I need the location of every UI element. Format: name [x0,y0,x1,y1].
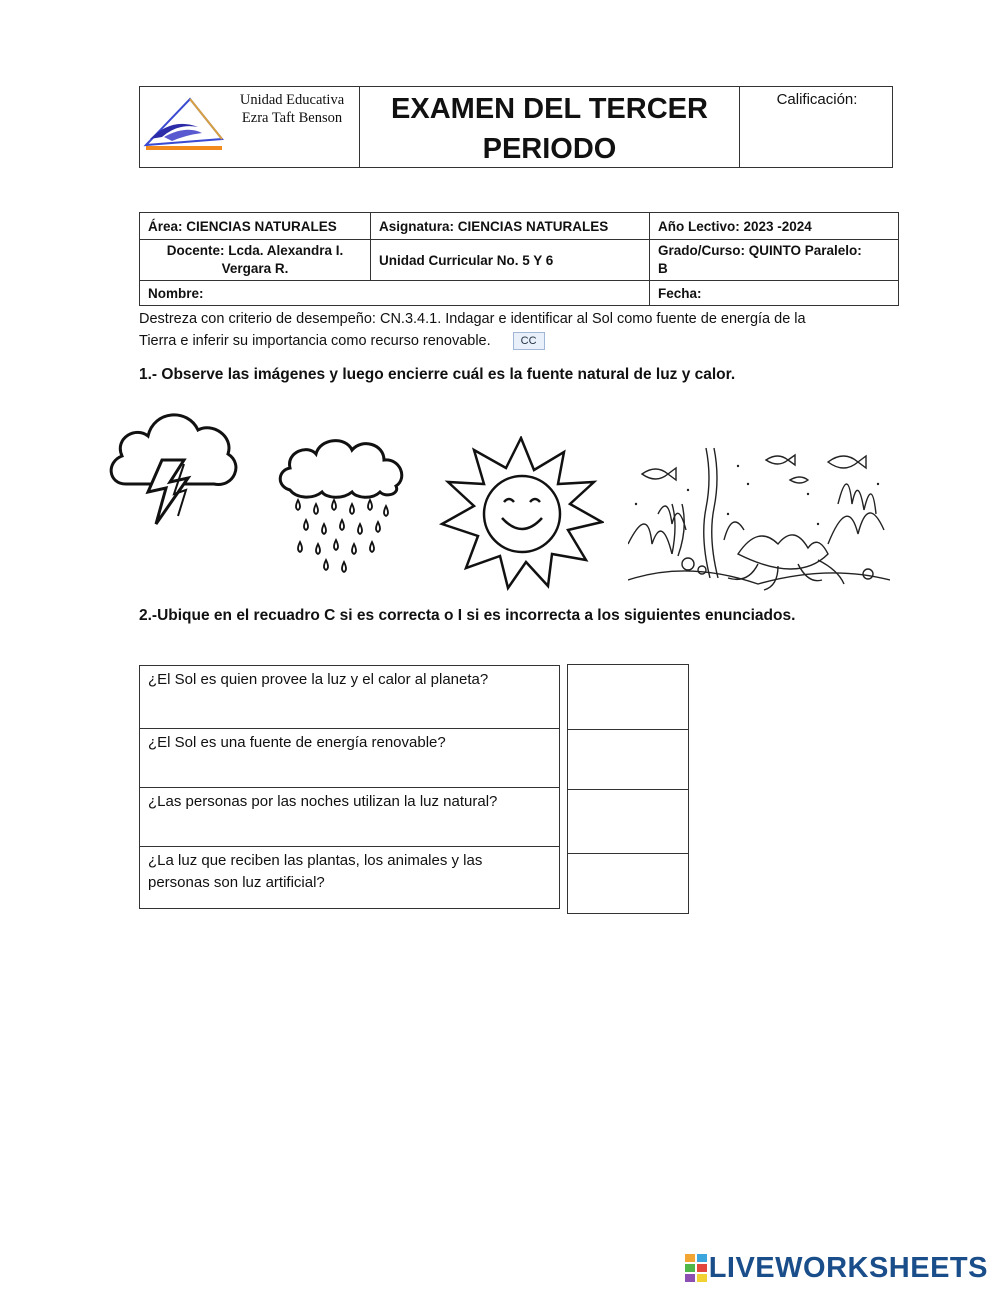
destreza-line2: Tierra e inferir su importancia como recurso renovable. [139,333,491,349]
docente-cell [140,240,371,281]
sea-scene-icon[interactable] [628,444,890,592]
asignatura-cell: Asignatura: CIENCIAS NATURALES [371,213,650,240]
statement-4-line2: personas son luz artificial? [148,874,325,891]
area-cell: Área: CIENCIAS NATURALES [140,213,371,240]
school-name [228,91,356,127]
rain-cloud-icon[interactable] [276,434,408,576]
brand-text: LIVEWORKSHEETS [708,1251,988,1284]
sun-icon[interactable] [438,436,604,592]
school-name-line1: Unidad Educativa [239,92,345,108]
grado-line1: Grado/Curso: QUINTO Paralelo: [658,243,862,258]
exam-title-line2: PERIODO [482,133,617,165]
school-logo-icon [142,95,226,159]
statement-4-line1: ¿La luz que reciben las plantas, los animales y las [148,852,483,869]
statement-1: ¿El Sol es quien provee la luz y el calor al planeta? [140,666,560,729]
raindrops [296,500,388,572]
exam-title-line1: EXAMEN DEL TERCER [391,93,708,125]
answer-box-2[interactable] [568,730,689,790]
fecha-cell[interactable]: Fecha: [650,281,899,306]
unidad-cell: Unidad Curricular No. 5 Y 6 [371,240,650,281]
grado-cell [650,240,899,281]
answer-box-4[interactable] [568,854,689,914]
statement-3: ¿Las personas por las noches utilizan la luz natural? [140,788,560,847]
nombre-cell[interactable]: Nombre: [140,281,650,306]
grade-label: Calificación: [776,91,858,108]
info-table [139,212,899,306]
question-2: 2.-Ubique en el recuadro C si es correcta o I si es incorrecta a los siguientes enunciados. [139,607,796,624]
exam-header [139,86,893,168]
answer-box-3[interactable] [568,790,689,854]
destreza-line2-row [139,330,839,352]
answer-box-1[interactable] [568,665,689,730]
answer-boxes [567,664,689,914]
exam-title [360,87,740,167]
statements-table [139,665,560,909]
cc-badge[interactable]: CC [513,332,545,350]
anio-cell: Año Lectivo: 2023 -2024 [650,213,899,240]
grado-line2: B [658,261,668,276]
destreza-line1: Destreza con criterio de desempeño: CN.3.4.1. Indagar e identificar al Sol como fuente de energía de la [139,311,806,327]
docente-line2: Vergara R. [221,261,289,276]
liveworksheets-icon [685,1254,709,1282]
statement-4 [140,847,560,909]
docente-line1: Docente: Lcda. Alexandra I. [166,243,344,258]
destreza-text [139,308,839,352]
liveworksheets-logo [685,1250,988,1286]
question-1: 1.- Observe las imágenes y luego encierre cuál es la fuente natural de luz y calor. [139,366,736,383]
logo-cell [140,87,360,167]
statement-2: ¿El Sol es una fuente de energía renovable? [140,729,560,788]
storm-cloud-icon[interactable] [104,404,240,528]
school-name-line2: Ezra Taft Benson [241,110,343,126]
